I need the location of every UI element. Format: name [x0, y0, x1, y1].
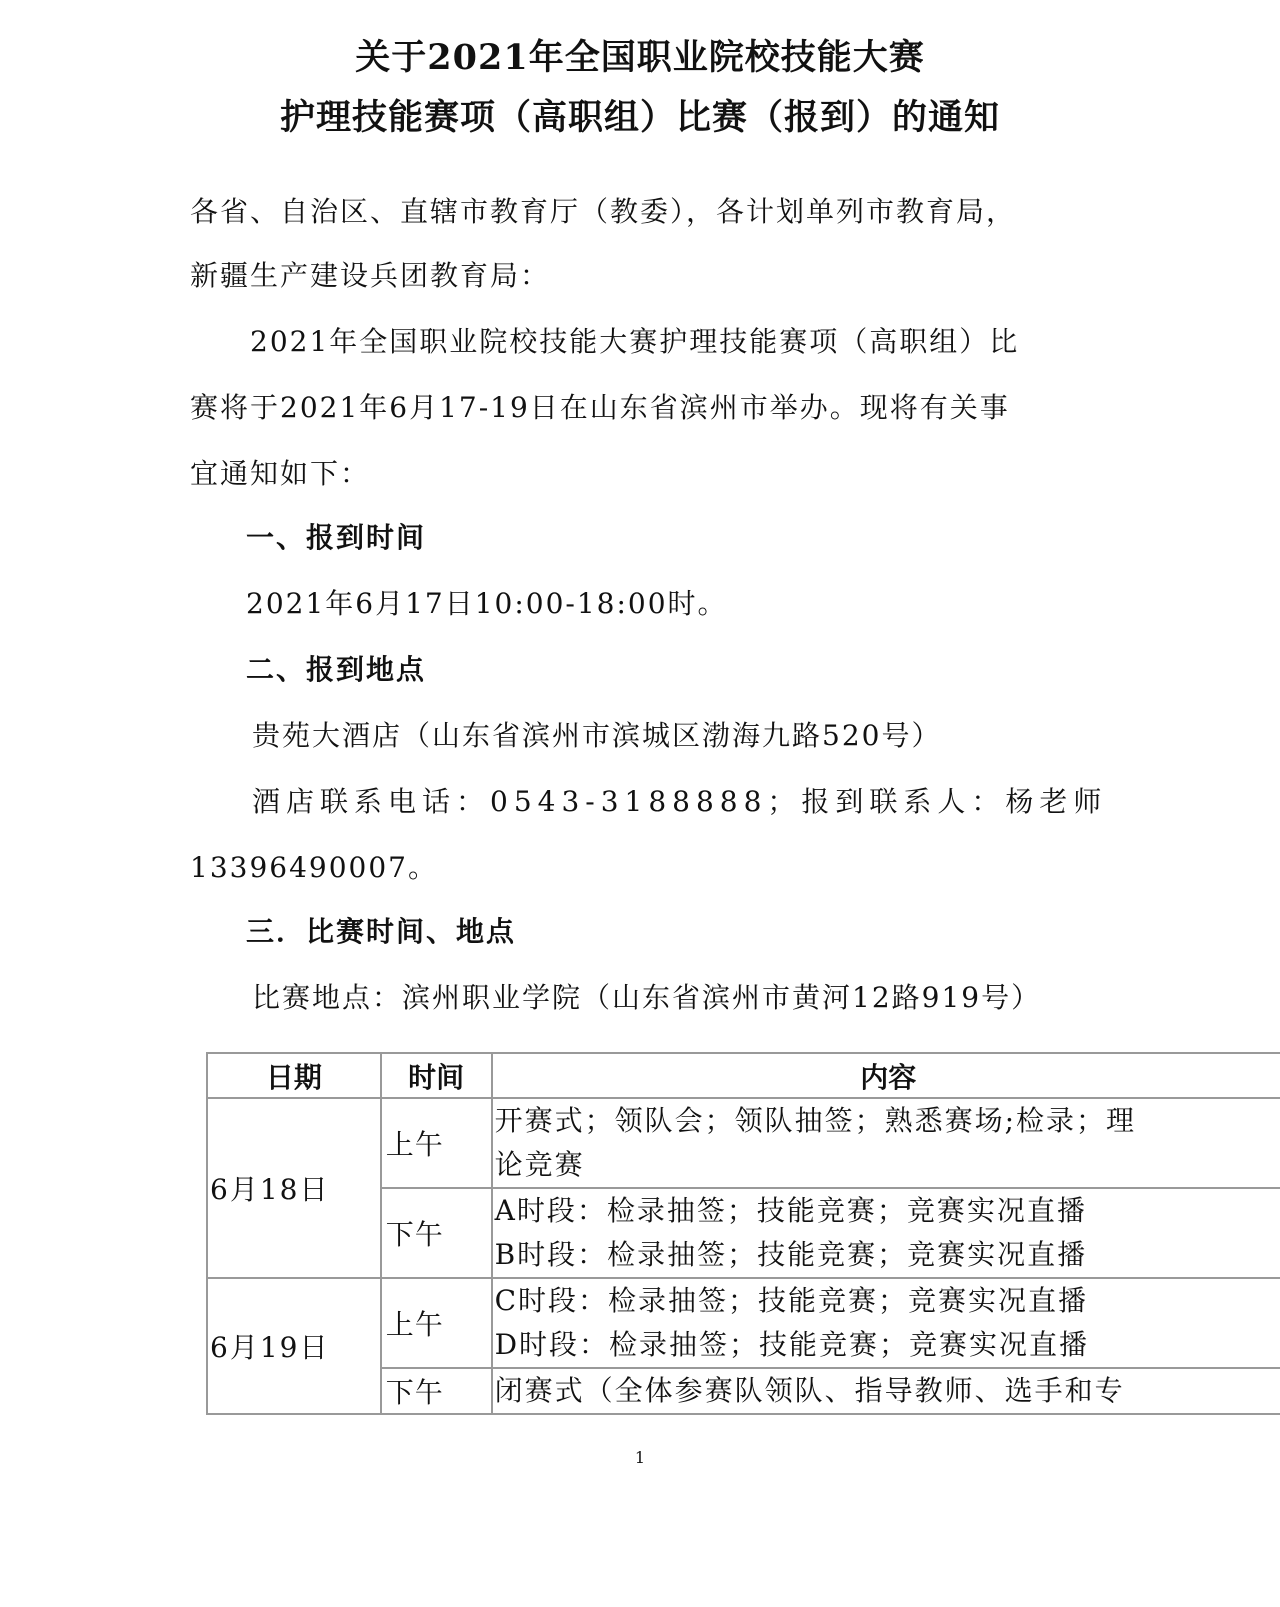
header-time: 时间 — [381, 1053, 492, 1098]
section2-phone-line2: 13396490007。 — [190, 851, 438, 884]
date-cell: 6月18日 — [207, 1098, 381, 1278]
time-cell: 下午 — [381, 1188, 492, 1278]
time-cell: 上午 — [381, 1098, 492, 1188]
content-line: B时段：检录抽签；技能竞赛；竞赛实况直播 — [494, 1238, 1088, 1271]
intro-line2: 赛将于2021年6月17-19日在山东省滨州市举办。现将有关事 — [190, 391, 1010, 424]
page-number: 1 — [634, 1448, 646, 1467]
addressee-line2: 新疆生产建设兵团教育局： — [190, 259, 551, 292]
content-line: 论竞赛 — [494, 1148, 585, 1181]
intro-line1: 2021年全国职业院校技能大赛护理技能赛项（高职组）比 — [250, 325, 1020, 358]
content-line: D时段：检录抽签；技能竞赛；竞赛实况直播 — [494, 1328, 1090, 1361]
section2-hotel: 贵苑大酒店（山东省滨州市滨城区渤海九路520号） — [252, 719, 942, 752]
content-line: A时段：检录抽签；技能竞赛；竞赛实况直播 — [494, 1194, 1087, 1227]
content-cell — [492, 1368, 1280, 1414]
section1-text: 2021年6月17日10:00-18:00时。 — [246, 587, 728, 620]
content-line: 开赛式；领队会；领队抽签；熟悉赛场;检录；理 — [494, 1104, 1137, 1137]
date-cell: 6月19日 — [207, 1278, 381, 1414]
content-line: C时段：检录抽签；技能竞赛；竞赛实况直播 — [494, 1284, 1089, 1317]
table-row — [207, 1278, 1280, 1368]
time-cell: 下午 — [381, 1368, 492, 1414]
section2-heading: 二、报到地点 — [246, 653, 427, 686]
section2-phone-line1: 酒店联系电话：0543-3188888；报到联系人：杨老师 — [252, 785, 1108, 818]
section3-venue: 比赛地点：滨州职业学院（山东省滨州市黄河12路919号） — [252, 981, 1042, 1014]
content-cell — [492, 1098, 1280, 1188]
addressee-line1: 各省、自治区、直辖市教育厅（教委），各计划单列市教育局， — [190, 195, 1017, 228]
table-header-row — [207, 1053, 1280, 1098]
section1-heading: 一、报到时间 — [246, 521, 427, 554]
table-row — [207, 1098, 1280, 1188]
notice-title-line1: 关于2021年全国职业院校技能大赛 — [355, 37, 925, 78]
notice-title-line2: 护理技能赛项（高职组）比赛（报到）的通知 — [279, 98, 1000, 138]
header-content: 内容 — [492, 1053, 1280, 1098]
time-cell: 上午 — [381, 1278, 492, 1368]
content-cell — [492, 1278, 1280, 1368]
content-line: 闭赛式（全体参赛队领队、指导教师、选手和专 — [494, 1374, 1125, 1407]
header-date: 日期 — [207, 1053, 381, 1098]
section3-heading: 三．比赛时间、地点 — [246, 915, 517, 948]
intro-line3: 宜通知如下： — [190, 457, 371, 490]
content-cell — [492, 1188, 1280, 1278]
schedule-table — [206, 1052, 1280, 1415]
